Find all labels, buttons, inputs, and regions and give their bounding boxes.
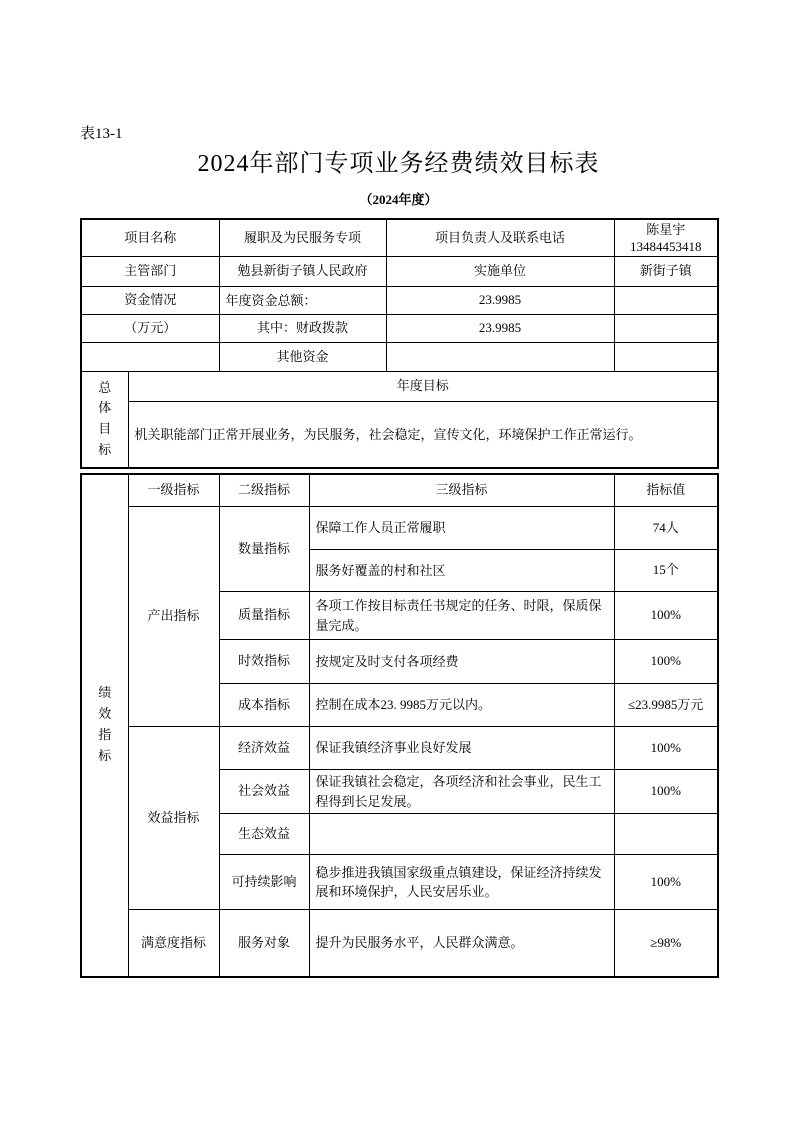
annual-total-value-cell: 23.9985: [386, 287, 614, 315]
fiscal-allocation-value-cell: 23.9985: [386, 315, 614, 343]
level3-cell: 稳步推进我镇国家级重点镇建设，保证经济持续发展和环境保护，人民安居乐业。: [309, 855, 614, 910]
dept-value-cell: 勉县新街子镇人民政府: [219, 257, 386, 287]
funds-unit-label-cell: （万元）: [81, 315, 219, 343]
level1-output-cell: 产出指标: [128, 507, 219, 727]
level3-cell: 提升为民服务水平，人民群众满意。: [309, 910, 614, 977]
indicators-table: [80, 473, 719, 978]
annual-goal-header-cell: 年度目标: [128, 372, 718, 402]
value-cell: [614, 814, 718, 855]
level3-cell: 服务好覆盖的村和社区: [309, 550, 614, 592]
other-funds-label-cell: 其他资金: [219, 343, 386, 372]
info-table: [80, 218, 719, 469]
level2-cell: 时效指标: [219, 640, 309, 684]
indicator-row: [81, 507, 718, 550]
other-funds-value-cell: [386, 343, 614, 372]
indicator-row: [81, 727, 718, 770]
overall-goal-label: 总体目标: [98, 379, 112, 458]
value-cell: 100%: [614, 727, 718, 770]
level3-cell: [309, 814, 614, 855]
performance-label: 绩效指标: [98, 685, 112, 763]
empty-cell: [81, 343, 219, 372]
level2-cell: 数量指标: [219, 507, 309, 592]
value-cell: 100%: [614, 640, 718, 684]
manager-label-cell: 项目负责人及联系电话: [386, 219, 614, 257]
level3-cell: 控制在成本23. 9985万元以内。: [309, 684, 614, 727]
value-cell: 100%: [614, 770, 718, 814]
value-cell: ≤23.9985万元: [614, 684, 718, 727]
impl-value-cell: 新街子镇: [614, 257, 718, 287]
overall-goal-content-row: [81, 402, 718, 468]
level2-cell: 社会效益: [219, 770, 309, 814]
project-name-label-cell: 项目名称: [81, 219, 219, 257]
indicator-row: [81, 910, 718, 977]
page-title: 2024年部门专项业务经费绩效目标表: [197, 151, 600, 177]
impl-label-cell: 实施单位: [386, 257, 614, 287]
page-subtitle: （2024年度）: [359, 192, 438, 207]
header-level2-cell: 二级指标: [219, 474, 309, 507]
level3-cell: 保障工作人员正常履职: [309, 507, 614, 550]
empty-cell: [614, 315, 718, 343]
empty-cell: [614, 287, 718, 315]
table-number-label: 表13-1: [80, 126, 123, 142]
manager-contact-cell: [614, 219, 718, 257]
manager-phone: 13484453418: [630, 239, 702, 254]
project-name-value-cell: 履职及为民服务专项: [219, 219, 386, 257]
info-row-funds-total: [81, 287, 718, 315]
form-sheet: [80, 124, 717, 978]
value-cell: 100%: [614, 855, 718, 910]
level3-cell: 按规定及时支付各项经费: [309, 640, 614, 684]
header-value-cell: 指标值: [614, 474, 718, 507]
level3-cell: 各项工作按目标责任书规定的任务、时限，保质保量完成。: [309, 592, 614, 640]
funds-situation-label-cell: 资金情况: [81, 287, 219, 315]
annual-goal-content-cell: 机关职能部门正常开展业务，为民服务，社会稳定，宣传文化，环境保护工作正常运行。: [128, 402, 718, 468]
indicators-header-row: [81, 474, 718, 507]
performance-label-cell: [81, 474, 128, 977]
info-row-project: [81, 219, 718, 257]
header-level3-cell: 三级指标: [309, 474, 614, 507]
level2-cell: 服务对象: [219, 910, 309, 977]
header-level1-cell: 一级指标: [128, 474, 219, 507]
dept-label-cell: 主管部门: [81, 257, 219, 287]
level1-benefit-cell: 效益指标: [128, 727, 219, 910]
level2-cell: 成本指标: [219, 684, 309, 727]
level2-cell: 经济效益: [219, 727, 309, 770]
info-row-other-funds: [81, 343, 718, 372]
annual-total-label-cell: 年度资金总额：: [219, 287, 386, 315]
manager-name: 陈星宇: [646, 222, 686, 237]
level3-cell: 保证我镇社会稳定，各项经济和社会事业，民生工程得到长足发展。: [309, 770, 614, 814]
info-row-fiscal: [81, 315, 718, 343]
empty-cell: [614, 343, 718, 372]
value-cell: 74人: [614, 507, 718, 550]
info-row-dept: [81, 257, 718, 287]
level2-cell: 质量指标: [219, 592, 309, 640]
level3-cell: 保证我镇经济事业良好发展: [309, 727, 614, 770]
value-cell: ≥98%: [614, 910, 718, 977]
overall-goal-label-cell: [81, 372, 128, 468]
level2-cell: 生态效益: [219, 814, 309, 855]
value-cell: 15个: [614, 550, 718, 592]
level1-satisfaction-cell: 满意度指标: [128, 910, 219, 977]
fiscal-allocation-label-cell: 其中：财政拨款: [219, 315, 386, 343]
overall-goal-header-row: [81, 372, 718, 402]
level2-cell: 可持续影响: [219, 855, 309, 910]
value-cell: 100%: [614, 592, 718, 640]
